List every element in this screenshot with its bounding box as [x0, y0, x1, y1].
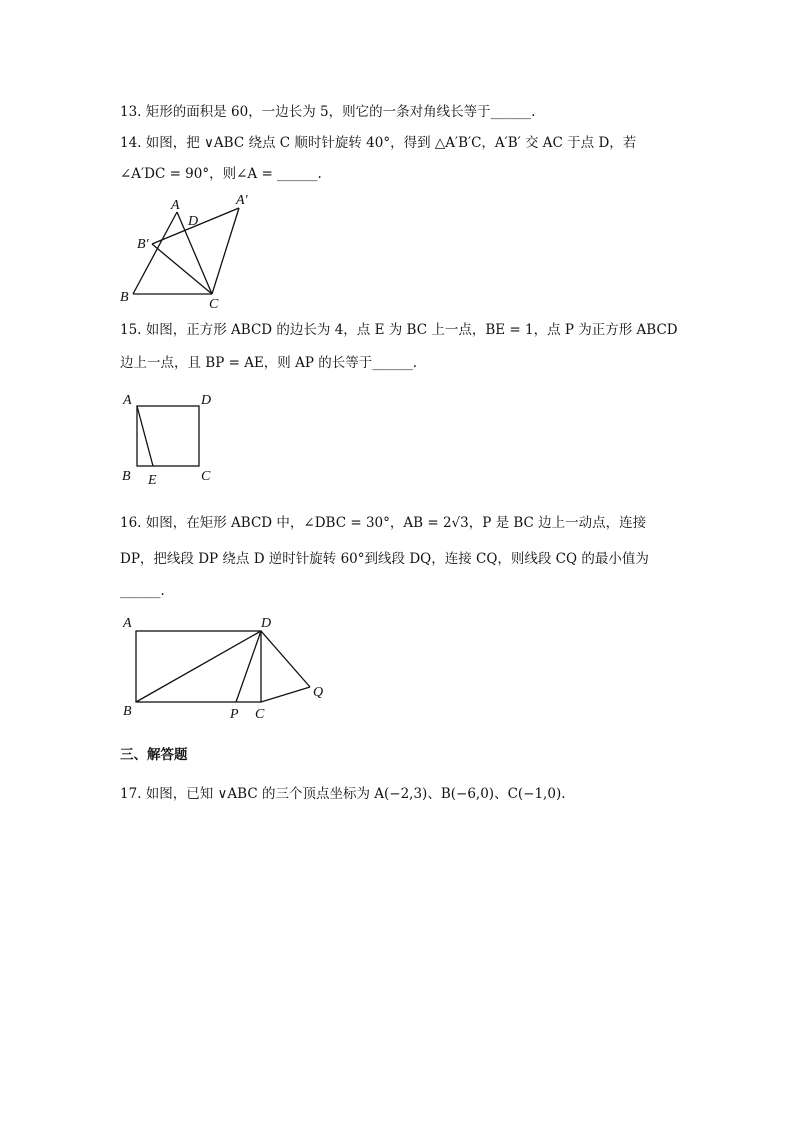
label-D: D	[188, 214, 199, 229]
segment-B'C	[152, 244, 212, 294]
label-B-prime: B′	[137, 237, 149, 252]
question-16-text-line1: 16. 如图，在矩形 ABCD 中，∠DBC = 30°，AB = 2√3，P 是 BC 边上一动点，连接	[120, 515, 647, 531]
rectangle-ABCD	[136, 631, 261, 702]
label-B: B	[123, 704, 132, 719]
question-15-text-line1: 15. 如图，正方形 ABCD 的边长为 4，点 E 为 BC 上一点，BE = 1，点 P 为正方形 ABCD	[120, 322, 678, 338]
rotation-triangles-diagram	[133, 208, 239, 294]
question-14-text-line2: ∠A′DC = 90°，则∠A = ______.	[120, 166, 322, 182]
question-15-text-line2: 边上一点，且 BP = AE，则 AP 的长等于______.	[120, 355, 417, 371]
question-16-text-line2: DP，把线段 DP 绕点 D 逆时针旋转 60°到线段 DQ，连接 CQ，则线段 CQ 的最小值为	[120, 551, 649, 567]
label-P: P	[230, 707, 239, 722]
label-C: C	[209, 297, 219, 312]
label-D: D	[201, 393, 212, 408]
label-A-prime: A′	[236, 193, 248, 208]
square-ABCD	[137, 406, 199, 466]
label-B: B	[120, 290, 129, 305]
segment-A'C	[212, 208, 239, 294]
segment-B'A'	[152, 208, 239, 244]
question-16-text-line3: ______.	[120, 583, 165, 599]
segment-BA	[133, 212, 177, 294]
question-13-text: 13. 矩形的面积是 60，一边长为 5，则它的一条对角线长等于______.	[120, 104, 536, 120]
segment-BD	[136, 631, 261, 702]
segment-DP	[236, 631, 261, 702]
label-A: A	[123, 616, 132, 631]
label-C: C	[201, 469, 211, 484]
segment-AE	[137, 406, 153, 466]
label-Q: Q	[313, 685, 324, 700]
label-C: C	[255, 707, 265, 722]
question-14-text-line1: 14. 如图，把 ∨ABC 绕点 C 顺时针旋转 40°，得到 △A′B′C，A′B′ 交 AC 于点 D，若	[120, 135, 637, 151]
segment-CQ	[261, 687, 310, 702]
section-heading: 三、解答题	[120, 747, 188, 763]
question-17-text: 17. 如图，已知 ∨ABC 的三个顶点坐标为 A(−2,3)、B(−6,0)、C(−1,0).	[120, 786, 566, 802]
label-A: A	[123, 393, 132, 408]
label-A: A	[171, 198, 180, 213]
label-D: D	[261, 616, 272, 631]
label-B: B	[122, 469, 131, 484]
label-E: E	[148, 473, 157, 488]
segment-AC	[177, 212, 212, 294]
segment-DQ	[261, 631, 310, 687]
